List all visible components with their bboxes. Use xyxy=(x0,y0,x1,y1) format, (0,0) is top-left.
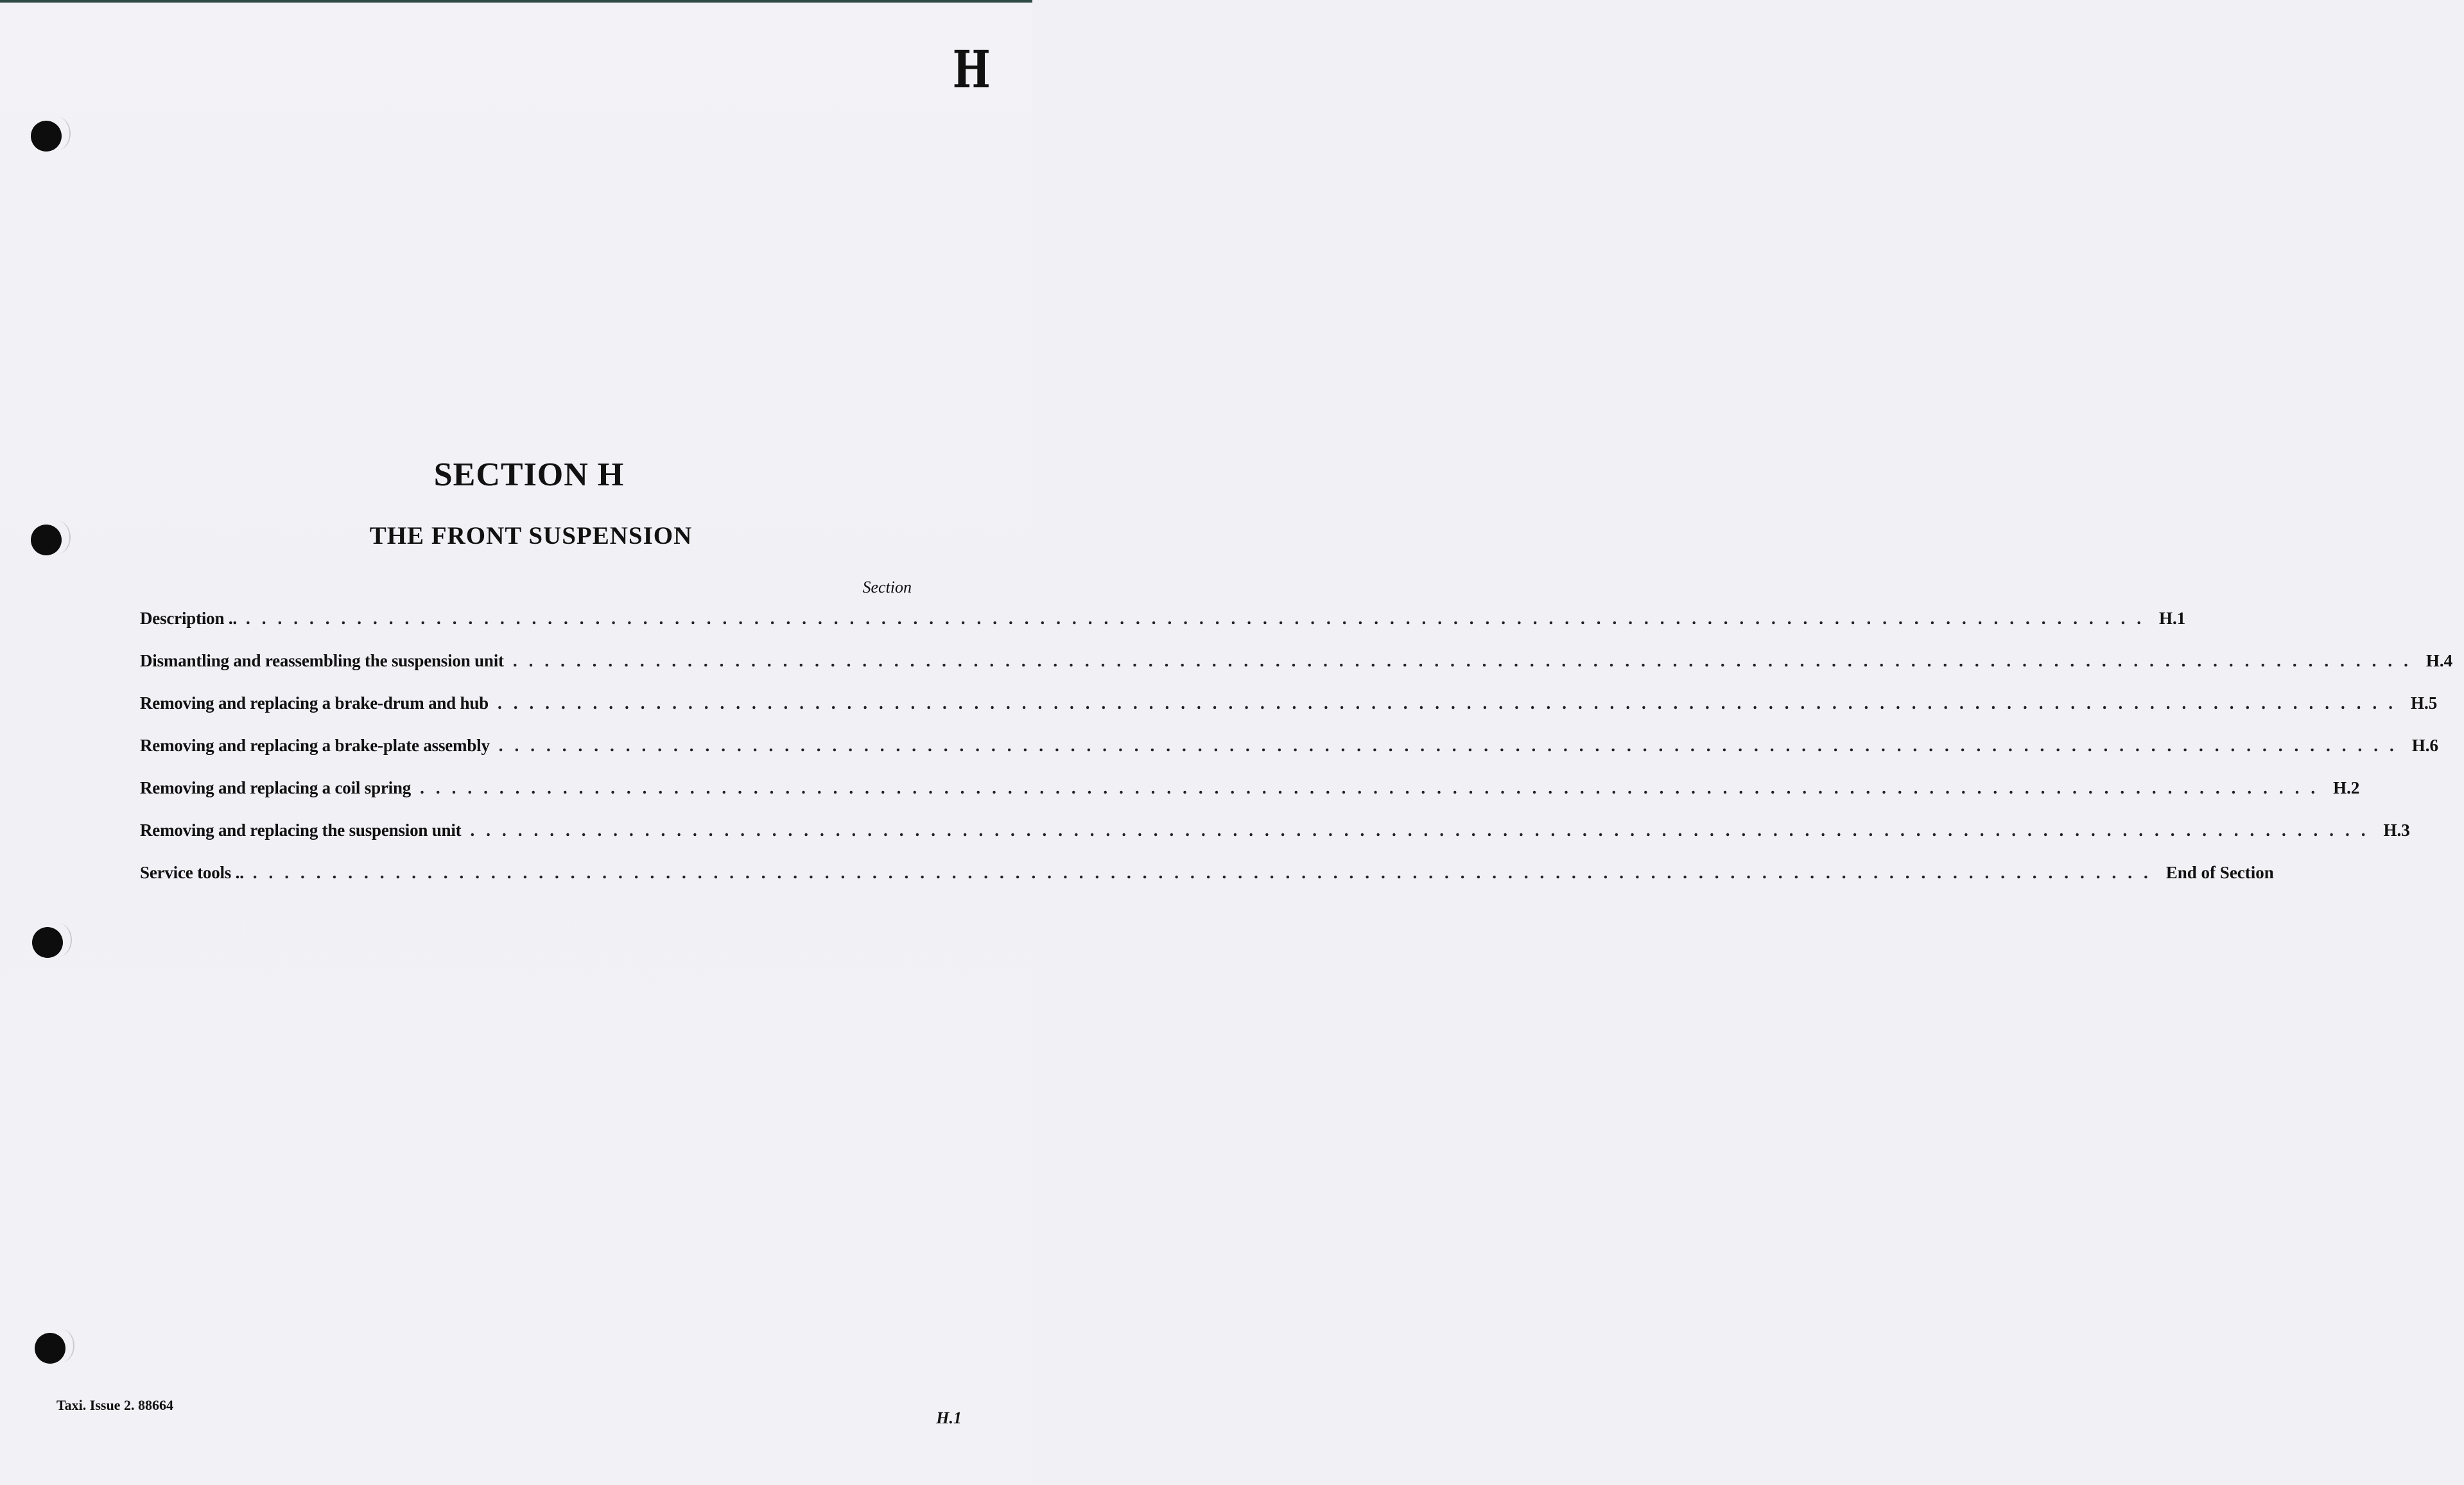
toc-entry: Description .. xyxy=(140,608,237,628)
toc-ref: H.2 xyxy=(2333,777,2360,797)
toc-entry: Service tools .. xyxy=(140,862,244,882)
toc-entry: Removing and replacing a brake-drum and hub xyxy=(140,693,489,713)
page-number: H.1 xyxy=(936,1409,962,1427)
page-top-edge xyxy=(0,0,1032,3)
dot-leader: ........................................................................................................................ xyxy=(420,777,2327,797)
dot-leader: ........................................................................................................................ xyxy=(512,650,2420,670)
toc-ref: H.6 xyxy=(2411,735,2439,755)
dot-leader: ........................................................................................................................ xyxy=(498,693,2405,713)
toc-row xyxy=(140,639,2453,682)
toc-row xyxy=(140,682,2438,724)
toc-row xyxy=(140,851,2274,894)
binder-hole xyxy=(31,121,62,152)
toc-ref: H.4 xyxy=(2425,650,2453,670)
binder-hole xyxy=(32,927,63,958)
dot-leader: ........................................................................................................................ xyxy=(498,735,2406,755)
toc-row xyxy=(140,597,2186,639)
toc-row xyxy=(140,767,2360,809)
toc-entry: Removing and replacing a coil spring xyxy=(140,777,412,797)
dot-leader: ........................................................................................................................ xyxy=(470,820,2377,840)
page-title: SECTION H xyxy=(433,456,625,493)
toc-entry: Removing and replacing a brake-plate assembly xyxy=(140,735,490,755)
toc-row xyxy=(140,724,2439,767)
toc-ref: End of Section xyxy=(2165,862,2274,882)
binder-hole xyxy=(35,1333,65,1364)
toc-entry: Removing and replacing the suspension unit xyxy=(140,820,462,840)
section-column-heading: Section xyxy=(862,578,912,596)
toc-ref: H.5 xyxy=(2411,693,2438,713)
page-subtitle: THE FRONT SUSPENSION xyxy=(369,522,693,550)
toc-ref: H.3 xyxy=(2383,820,2410,840)
issue-number: Taxi. Issue 2. 88664 xyxy=(56,1397,173,1413)
toc-ref: H.1 xyxy=(2158,608,2186,628)
toc-row xyxy=(140,809,2410,851)
table-of-contents xyxy=(140,597,2453,894)
section-tab-letter: H xyxy=(953,39,989,100)
dot-leader: ........................................................................................................................ xyxy=(252,862,2160,882)
toc-entry: Dismantling and reassembling the suspension unit xyxy=(140,650,504,670)
dot-leader: ........................................................................................................................ xyxy=(245,608,2153,628)
